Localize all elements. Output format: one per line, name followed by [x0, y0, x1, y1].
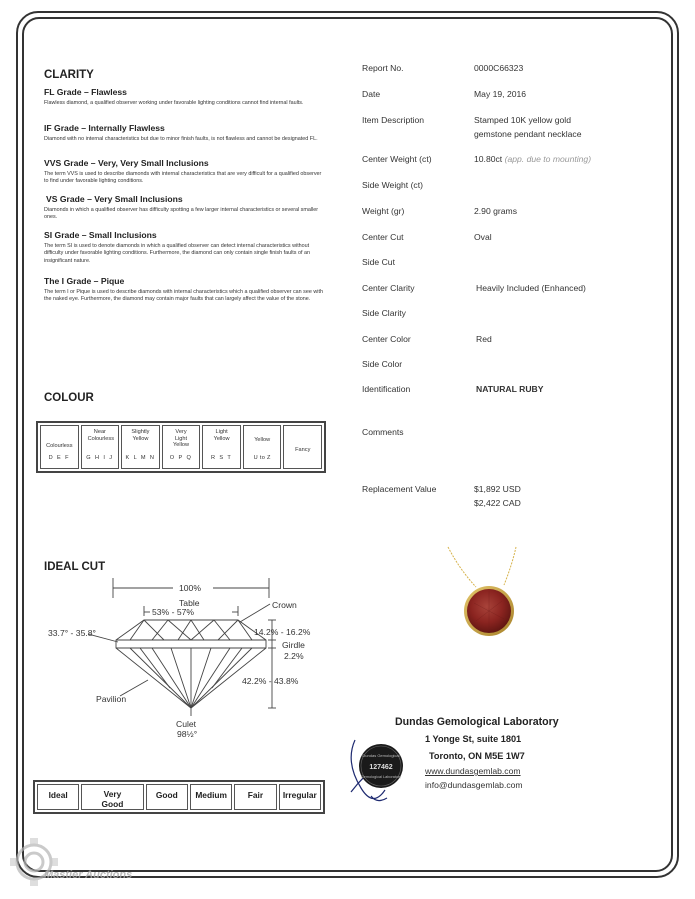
pavilion-depth-label: 42.2% - 43.8% [242, 676, 299, 686]
colour-cell-name: Near Colourless [87, 429, 115, 442]
crown-label: Crown [272, 600, 297, 610]
grade-text-vvs: The term VVS is used to describe diamonds with internal characteristics that are very difficult for a qualified observer to find under favorable lighting conditions. [44, 171, 322, 185]
cut-grade-table [33, 780, 325, 814]
field-label-replacement-value: Replacement Value [362, 484, 437, 494]
crown-angle-label: 33.7° - 35.8° [48, 628, 96, 638]
grade-text-if: Diamond with no internal characteristics but due to minor finish faults, is not flawless and cannot be designated FL. [44, 136, 318, 142]
center-weight-note: (app. due to mounting) [504, 154, 592, 164]
grade-text-vs: Diamonds in which a qualified observer has difficulty spotting a few larger internal characteristics or several smaller ones. [44, 207, 319, 221]
field-label-center-cut: Center Cut [362, 232, 404, 242]
colour-cell-grades: R S T [211, 455, 233, 461]
grade-title-if: IF Grade – Internally Flawless [44, 123, 165, 133]
cut-grade-irregular: Irregular [279, 784, 321, 810]
field-label-weight-gr: Weight (gr) [362, 206, 405, 216]
field-label-item-description: Item Description [362, 115, 425, 125]
culet-label: Culet [176, 719, 197, 729]
field-label-center-color: Center Color [362, 334, 411, 344]
field-value-center-clarity: Heavily Included (Enhanced) [476, 283, 586, 293]
field-value-center-color: Red [476, 334, 492, 344]
grade-title-pique: The I Grade – Pique [44, 276, 125, 286]
cut-grade-very-good: Very Good [81, 784, 143, 810]
field-value-identification: NATURAL RUBY [476, 384, 544, 394]
watermark-text: Mastier Auctions [44, 869, 133, 881]
auction-watermark-logo [8, 834, 133, 894]
colour-cell-yellow [243, 425, 282, 469]
field-label-center-clarity: Center Clarity [362, 283, 415, 293]
grade-title-fl: FL Grade – Flawless [44, 87, 127, 97]
field-value-replacement-usd: $1,892 USD [474, 484, 521, 494]
cut-grade-ideal: Ideal [37, 784, 79, 810]
total-width-label: 100% [179, 583, 201, 593]
field-value-item-description-2: gemstone pendant necklace [474, 129, 582, 139]
seal-number: 127462 [369, 764, 393, 771]
field-value-weight-gr: 2.90 grams [474, 206, 517, 216]
colour-cell-colourless [40, 425, 79, 469]
lab-website-link[interactable]: www.dundasgemlab.com [425, 766, 521, 776]
culet-pct-label: 98½° [177, 729, 198, 739]
grade-text-si: The term SI is used to denote diamonds in which a qualified observer can detect internal characteristics without difficulty under favorable lighting conditions. Furthermore, the diamond can only contain single finish faults of an insignificant nature. [44, 243, 310, 264]
center-weight-value: 10.80ct [474, 154, 503, 164]
table-label: Table [179, 598, 200, 608]
colour-cell-grades: G H I J [86, 455, 114, 461]
field-value-center-weight [474, 152, 591, 166]
field-label-date: Date [362, 89, 381, 99]
grade-text-pique: The term I or Pique is used to describe diamonds with internal characteristics which a qualified observer can see with the naked eye. Furthermore, the diamond may contain major faults that can largely affect the value of the stone. [44, 289, 323, 303]
grade-text-fl: Flawless diamond, a qualified observer working under favorable lighting conditions cannot find internal faults. [44, 100, 304, 106]
field-label-report-no: Report No. [362, 63, 404, 73]
field-label-side-weight: Side Weight (ct) [362, 180, 423, 190]
seal-text-top: Dundas Gemological [362, 753, 400, 758]
field-value-replacement-cad: $2,422 CAD [474, 498, 521, 508]
field-value-date: May 19, 2016 [474, 89, 527, 99]
cut-grade-fair: Fair [234, 784, 276, 810]
field-label-side-clarity: Side Clarity [362, 308, 406, 318]
field-value-center-cut: Oval [474, 232, 492, 242]
diamond-cut-diagram [40, 576, 330, 746]
colour-cell-name: Light Yellow [213, 429, 230, 442]
colour-cell-near-colourless [81, 425, 120, 469]
cut-grade-medium: Medium [190, 784, 232, 810]
grade-title-vs: VS Grade – Very Small Inclusions [46, 194, 183, 204]
colour-cell-grades: O P Q [169, 455, 193, 461]
colour-cell-grades: D E F [48, 455, 70, 461]
colour-cell-name: Colourless [46, 443, 73, 449]
colour-cell-grades: U to Z [253, 455, 271, 461]
cut-grade-good: Good [146, 784, 188, 810]
ideal-cut-heading: IDEAL CUT [44, 561, 106, 573]
field-label-side-color: Side Color [362, 359, 403, 369]
table-range-label: 53% - 57% [152, 607, 195, 617]
ruby-pendant-photo [438, 545, 533, 645]
colour-cell-name: Yellow [254, 437, 271, 443]
lab-address-2: Toronto, ON M5E 1W7 [429, 751, 525, 761]
colour-cell-light-yellow [202, 425, 241, 469]
field-label-center-weight: Center Weight (ct) [362, 154, 432, 164]
field-value-item-description: Stamped 10K yellow gold [474, 115, 571, 125]
lab-seal-stamp [341, 728, 413, 810]
clarity-heading: CLARITY [44, 69, 94, 81]
crown-height-label: 14.2% - 16.2% [254, 627, 311, 637]
grade-title-si: SI Grade – Small Inclusions [44, 230, 157, 240]
field-label-comments: Comments [362, 427, 404, 437]
girdle-label: Girdle [282, 640, 305, 650]
field-label-side-cut: Side Cut [362, 257, 395, 267]
grade-title-vvs: VVS Grade – Very, Very Small Inclusions [44, 158, 209, 168]
lab-email: info@dundasgemlab.com [425, 780, 523, 790]
colour-cell-name: Slightly Yellow [131, 429, 150, 442]
seal-text-bottom: Gemological Laboratory [360, 775, 402, 779]
field-label-identification: Identification [362, 384, 411, 394]
field-value-report-no: 0000C66323 [474, 63, 524, 73]
lab-address-1: 1 Yonge St, suite 1801 [425, 734, 522, 744]
colour-scale-table [36, 421, 326, 473]
pavilion-label: Pavilion [96, 694, 127, 704]
girdle-pct-label: 2.2% [284, 651, 304, 661]
colour-cell-slightly-yellow [121, 425, 160, 469]
colour-heading: COLOUR [44, 392, 94, 404]
colour-cell-very-light-yellow [162, 425, 201, 469]
colour-cell-name: Very Light Yellow [173, 429, 189, 449]
colour-cell-fancy [283, 425, 322, 469]
colour-cell-grades: K L M N [125, 455, 156, 461]
colour-cell-name: Fancy [295, 447, 311, 453]
lab-name: Dundas Gemological Laboratory [395, 716, 559, 728]
